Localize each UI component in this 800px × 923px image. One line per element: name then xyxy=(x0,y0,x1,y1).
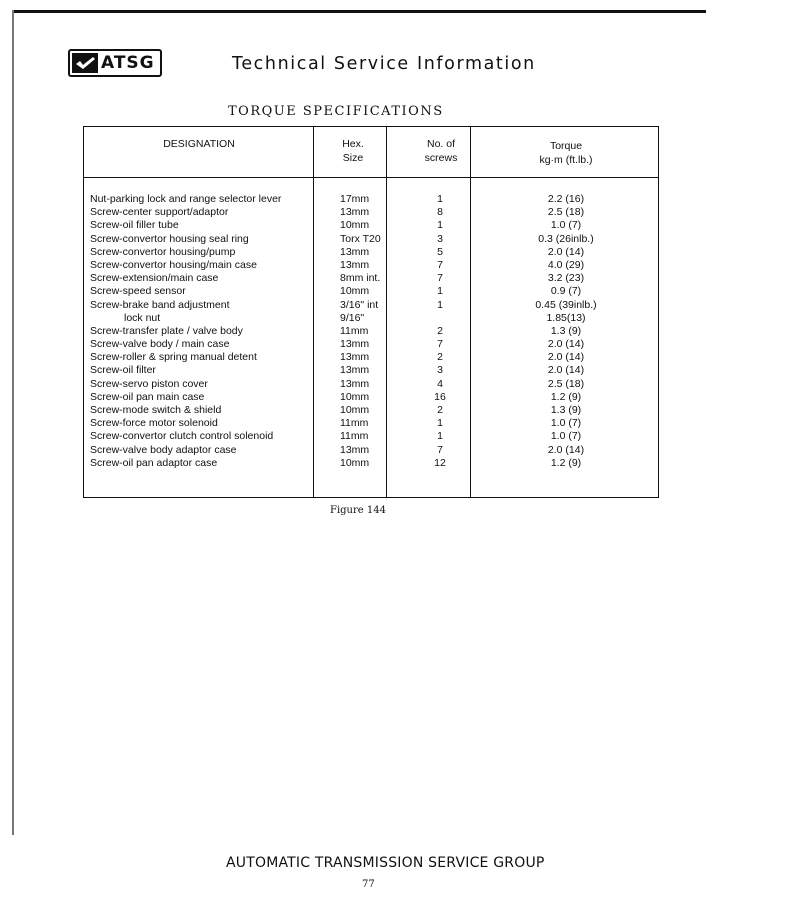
screw-count-cell: 4 xyxy=(437,377,443,390)
torque-cell: 1.2 (9) xyxy=(550,390,582,403)
screw-count-cell: 1 xyxy=(437,285,443,298)
checkmark-icon xyxy=(72,53,98,73)
hex-size-cell: 10mm xyxy=(340,219,370,232)
table-row xyxy=(84,417,658,430)
table-row xyxy=(84,193,658,206)
designation-cell: Nut-parking lock and range selector lever xyxy=(90,193,282,205)
table-row xyxy=(84,404,658,417)
table-row xyxy=(84,444,658,457)
torque-cell: 4.0 (29) xyxy=(547,258,585,271)
table-row xyxy=(84,391,658,404)
torque-cell: 2.0 (14) xyxy=(547,364,585,377)
screw-count-cell: 3 xyxy=(437,364,443,377)
designation-cell: lock nut xyxy=(124,311,161,324)
hex-size-cell: 13mm xyxy=(340,258,370,271)
torque-cell: 2.2 (16) xyxy=(547,193,585,205)
designation-cell: Screw-force motor solenoid xyxy=(90,417,218,430)
table-row xyxy=(84,351,658,364)
screw-count-cell: 16 xyxy=(434,390,446,403)
table-row xyxy=(84,233,658,246)
designation-cell: Screw-speed sensor xyxy=(90,285,186,298)
designation-cell: Screw-roller & spring manual detent xyxy=(90,351,257,364)
designation-cell: Screw-extension/main case xyxy=(90,272,219,285)
torque-cell: 2.0 (14) xyxy=(547,351,585,364)
screw-count-cell: 7 xyxy=(437,272,443,285)
document-title: Technical Service Information xyxy=(232,54,536,74)
designation-cell: Screw-mode switch & shield xyxy=(90,404,222,416)
designation-cell: Screw-convertor housing seal ring xyxy=(90,232,249,245)
screw-count-cell: 1 xyxy=(437,193,443,205)
designation-cell: Screw-center support/adaptor xyxy=(90,206,229,219)
left-border-rule xyxy=(12,10,14,835)
screw-count-cell: 2 xyxy=(437,351,443,364)
table-row xyxy=(84,272,658,285)
torque-cell: 2.5 (18) xyxy=(547,206,585,219)
table-body xyxy=(84,193,658,470)
top-border-rule xyxy=(12,10,706,13)
torque-cell: 1.0 (7) xyxy=(550,430,582,443)
header-designation: DESIGNATION xyxy=(163,138,235,150)
designation-cell: Screw-oil pan main case xyxy=(90,390,205,403)
designation-cell: Screw-oil filler tube xyxy=(90,219,179,232)
table-row xyxy=(84,259,658,272)
torque-cell: 2.0 (14) xyxy=(547,338,585,351)
table-row xyxy=(84,338,658,351)
header-divider xyxy=(84,177,658,178)
hex-size-cell: Torx T20 xyxy=(340,232,381,245)
hex-size-cell: 8mm int. xyxy=(340,272,381,285)
torque-spec-table xyxy=(83,126,659,498)
table-row xyxy=(84,206,658,219)
hex-size-cell: 13mm xyxy=(340,338,370,351)
hex-size-cell: 10mm xyxy=(340,456,370,469)
torque-cell: 0.3 (26inlb.) xyxy=(538,232,594,245)
hex-size-cell: 17mm xyxy=(340,193,370,205)
screw-count-cell: 7 xyxy=(437,338,443,351)
screw-count-cell: 1 xyxy=(437,298,443,311)
torque-cell: 2.0 (14) xyxy=(547,245,585,258)
designation-cell: Screw-oil filter xyxy=(90,364,156,377)
torque-cell: 0.45 (39inlb.) xyxy=(535,298,597,311)
torque-cell: 1.0 (7) xyxy=(550,219,582,232)
hex-size-cell: 13mm xyxy=(340,364,370,377)
hex-size-cell: 13mm xyxy=(340,351,370,364)
table-row xyxy=(84,325,658,338)
designation-cell: Screw-convertor housing/pump xyxy=(90,245,236,258)
designation-cell: Screw-transfer plate / valve body xyxy=(90,324,243,337)
table-row xyxy=(84,430,658,443)
screw-count-cell: 12 xyxy=(434,456,446,469)
table-row xyxy=(84,378,658,391)
screw-count-cell: 1 xyxy=(437,430,443,443)
screw-count-cell: 3 xyxy=(437,232,443,245)
table-row xyxy=(84,219,658,232)
designation-cell: Screw-convertor clutch control solenoid xyxy=(90,430,274,443)
screw-count-cell: 2 xyxy=(437,324,443,337)
hex-size-cell: 11mm xyxy=(340,430,369,443)
torque-cell: 1.2 (9) xyxy=(550,456,582,469)
hex-size-cell: 11mm xyxy=(340,324,369,337)
designation-cell: Screw-valve body / main case xyxy=(90,338,230,351)
hex-size-cell: 13mm xyxy=(340,377,370,390)
figure-caption: Figure 144 xyxy=(330,505,386,516)
hex-size-cell: 10mm xyxy=(340,404,370,416)
screw-count-cell: 5 xyxy=(437,245,443,258)
table-row xyxy=(84,246,658,259)
hex-size-cell: 10mm xyxy=(340,285,370,298)
designation-cell: Screw-oil pan adaptor case xyxy=(90,456,218,469)
table-heading: TORQUE SPECIFICATIONS xyxy=(228,104,444,119)
torque-cell: 1.3 (9) xyxy=(550,324,582,337)
atsg-logo xyxy=(68,49,162,77)
torque-cell: 1.85(13) xyxy=(546,311,586,324)
hex-size-cell: 13mm xyxy=(340,206,370,219)
torque-cell: 1.0 (7) xyxy=(550,417,582,430)
screw-count-cell: 1 xyxy=(437,219,443,232)
table-row xyxy=(84,299,658,312)
hex-size-cell: 13mm xyxy=(340,443,370,456)
torque-cell: 0.9 (7) xyxy=(550,285,582,298)
torque-cell: 3.2 (23) xyxy=(547,272,585,285)
screw-count-cell: 7 xyxy=(437,443,443,456)
screw-count-cell: 1 xyxy=(437,417,443,430)
designation-cell: Screw-brake band adjustment xyxy=(90,298,230,311)
hex-size-cell: 13mm xyxy=(340,245,370,258)
logo-text: ATSG xyxy=(101,53,155,73)
torque-cell: 2.0 (14) xyxy=(547,443,585,456)
designation-cell: Screw-servo piston cover xyxy=(90,377,208,390)
hex-size-cell: 10mm xyxy=(340,390,370,403)
table-row xyxy=(84,312,658,325)
torque-cell: 1.3 (9) xyxy=(550,404,582,416)
hex-size-cell: 9/16" xyxy=(340,311,365,324)
table-row xyxy=(84,457,658,470)
page-number: 77 xyxy=(362,879,375,890)
header-no-of-screws: No. of screws xyxy=(424,138,458,164)
designation-cell: Screw-convertor housing/main case xyxy=(90,258,257,271)
screw-count-cell: 2 xyxy=(437,404,443,416)
header-hex-size: Hex. Size xyxy=(342,138,364,164)
table-row xyxy=(84,285,658,298)
hex-size-cell: 3/16" int xyxy=(340,298,379,311)
hex-size-cell: 11mm xyxy=(340,417,369,430)
screw-count-cell: 8 xyxy=(437,206,443,219)
table-row xyxy=(84,364,658,377)
header-torque: Torque kg·m (ft.lb.) xyxy=(539,140,593,166)
footer-organization: AUTOMATIC TRANSMISSION SERVICE GROUP xyxy=(226,855,545,871)
designation-cell: Screw-valve body adaptor case xyxy=(90,443,237,456)
torque-cell: 2.5 (18) xyxy=(547,377,585,390)
screw-count-cell: 7 xyxy=(437,258,443,271)
